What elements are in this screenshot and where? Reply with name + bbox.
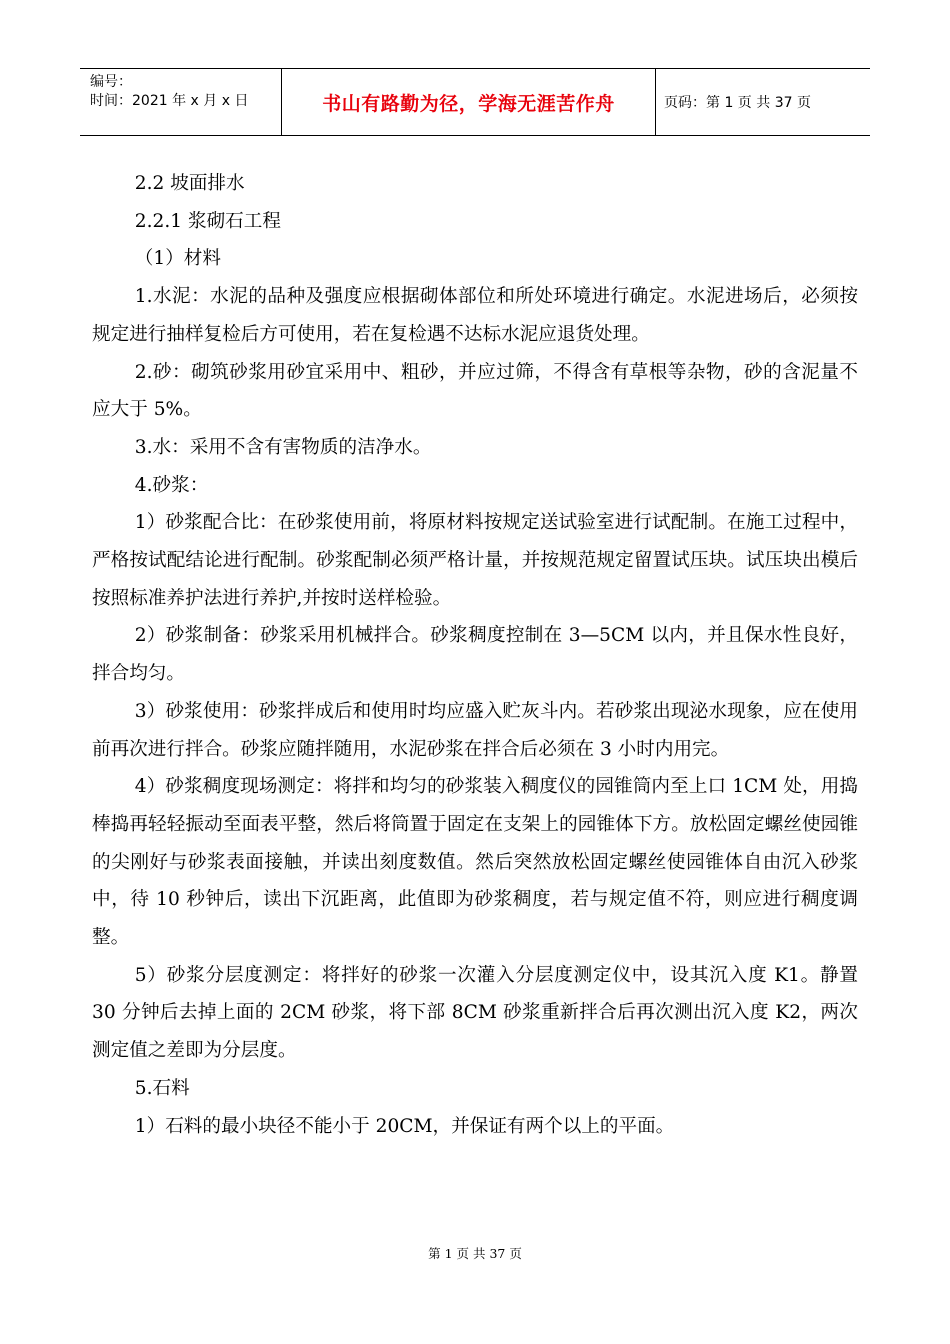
header-motto: 书山有路勤为径，学海无涯苦作舟 — [282, 69, 656, 135]
paragraph: 3.水：采用不含有害物质的洁净水。 — [134, 436, 432, 458]
paragraph: 2）砂浆制备：砂浆采用机械拌合。砂浆稠度控制在 3—5CM 以内，并且保水性良好，拌合均匀。 — [92, 625, 858, 685]
paragraph: 1.水泥：水泥的品种及强度应根据砌体部位和所处环境进行确定。水泥进场后，必须按规定进行抽样复检后方可使用，若在复检遇不达标水泥应退货处理。 — [92, 286, 858, 345]
paragraph: 1）砂浆配合比：在砂浆使用前，将原材料按规定送试验室进行试配制。在施工过程中，严格按试配结论进行配制。砂浆配制必须严格计量，并按规范规定留置试压块。试压块出模后按照标准养护法进行养护,并按时送样检验。 — [92, 512, 858, 609]
header-left-cell — [80, 69, 282, 135]
page-footer: 第 1 页 共 37 页 — [428, 1246, 522, 1261]
paragraph: 4.砂浆： — [134, 474, 209, 496]
paragraph: 3）砂浆使用：砂浆拌成后和使用时均应盛入贮灰斗内。若砂浆出现泌水现象，应在使用前再次进行拌合。砂浆应随拌随用，水泥砂浆在拌合后必须在 3 小时内用完。 — [92, 700, 858, 760]
paragraph: （1）材料 — [134, 248, 221, 270]
document-number-label: 编号： — [90, 74, 132, 90]
paragraph: 1）石料的最小块径不能小于 20CM，并保证有两个以上的平面。 — [134, 1115, 675, 1137]
subsection-heading: 2.2.1 浆砌石工程 — [134, 210, 281, 232]
paragraph: 5.石料 — [134, 1077, 190, 1099]
header-page-number: 页码：第 1 页 共 37 页 — [664, 95, 811, 111]
document-date-label: 时间：2021 年 x 月 x 日 — [90, 93, 249, 109]
section-heading: 2.2 坡面排水 — [134, 173, 245, 194]
paragraph: 5）砂浆分层度测定：将拌好的砂浆一次灌入分层度测定仪中，设其沉入度 K1。静置 30 分钟后去掉上面的 2CM 砂浆，将下部 8CM 砂浆重新拌合后再次测出沉入度 K2，两次测定值之差即为分层度。 — [92, 964, 858, 1062]
paragraph: 4）砂浆稠度现场测定：将拌和均匀的砂浆装入稠度仪的园锥筒内至上口 1CM 处，用捣棒捣再轻轻振动至面表平整，然后将筒置于固定在支架上的园锥体下方。放松固定螺丝使园锥的尖刚好与砂浆表面接触，并读出刻度数值。然后突然放松固定螺丝使园锥体自由沉入砂浆中，待 10 秒钟后，读出下沉距离，此值即为砂浆稠度，若与规定值不符，则应进行稠度调整。 — [92, 776, 858, 949]
page-header — [80, 68, 870, 136]
paragraph: 2.砂：砌筑砂浆用砂宜采用中、粗砂，并应过筛，不得含有草根等杂物，砂的含泥量不应大于 5%。 — [92, 361, 858, 421]
document-body — [92, 165, 858, 1145]
